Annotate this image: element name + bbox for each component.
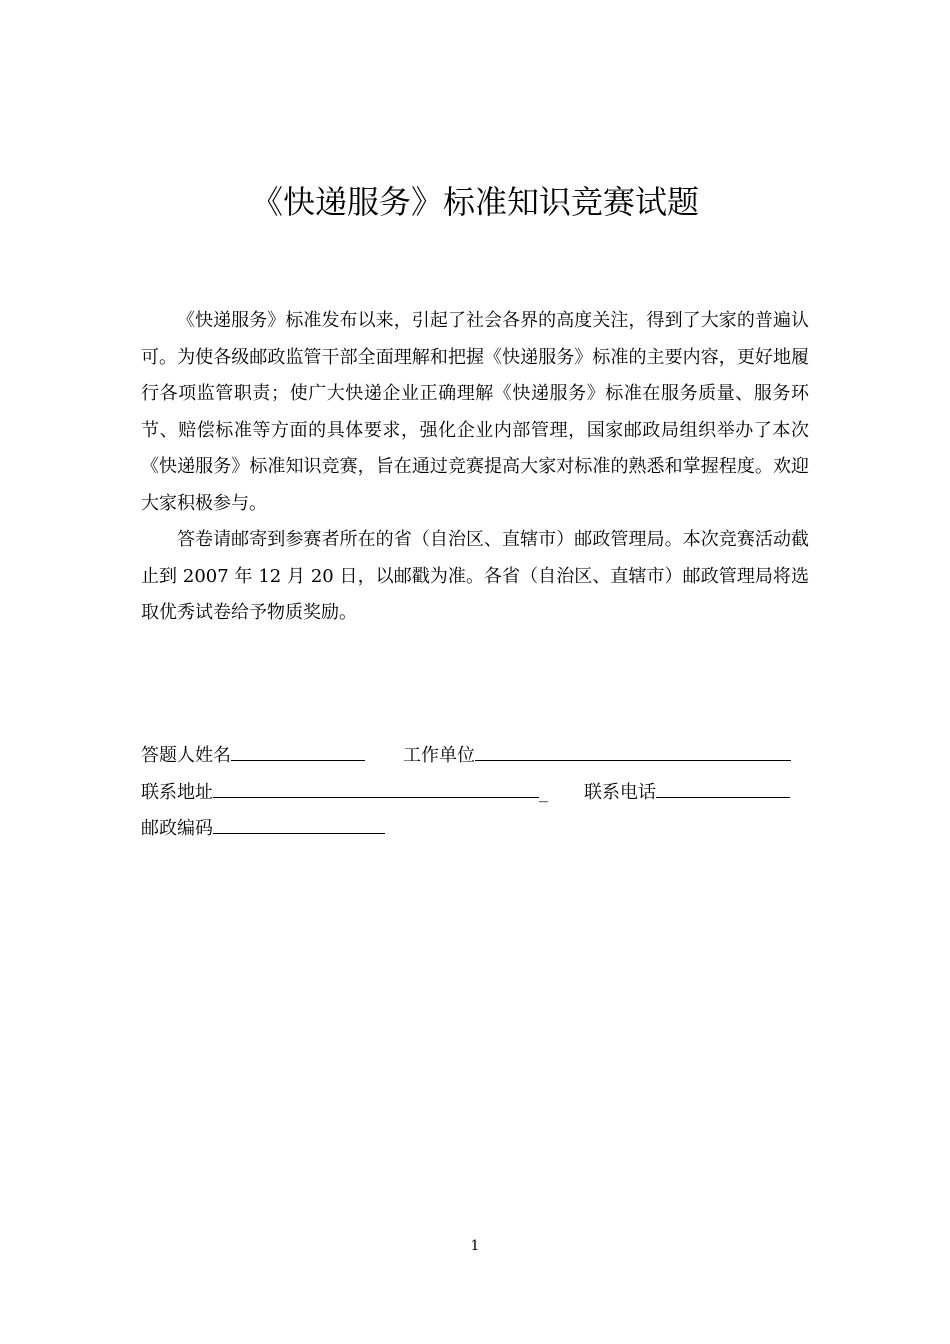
document-title: 《快递服务》标准知识竞赛试题 xyxy=(250,183,699,221)
address-label: 联系地址 xyxy=(141,781,213,803)
participant-info-form xyxy=(141,738,809,848)
phone-label: 联系电话 xyxy=(584,781,656,803)
address-trailing-underscore: _ xyxy=(539,781,548,803)
phone-blank[interactable] xyxy=(656,775,790,798)
address-blank[interactable] xyxy=(213,775,539,798)
name-label: 答题人姓名 xyxy=(141,745,231,766)
page-number: 1 xyxy=(470,1238,480,1254)
form-row-address-phone xyxy=(141,775,809,812)
document-body xyxy=(141,303,809,632)
form-row-postcode xyxy=(141,811,809,848)
postcode-blank[interactable] xyxy=(213,811,385,834)
submission-paragraph: 答卷请邮寄到参赛者所在的省（自治区、直辖市）邮政管理局。本次竞赛活动截止到 2007 年 12 月 20 日，以邮戳为准。各省（自治区、直辖市）邮政管理局将选取优秀试卷给予物质奖励。 xyxy=(141,529,809,623)
intro-paragraph: 《快递服务》标准发布以来，引起了社会各界的高度关注，得到了大家的普遍认可。为使各级邮政监管干部全面理解和把握《快递服务》标准的主要内容，更好地履行各项监管职责；使广大快递企业正确理解《快递服务》标准在服务质量、服务环节、赔偿标准等方面的具体要求，强化企业内部管理，国家邮政局组织举办了本次《快递服务》标准知识竞赛，旨在通过竞赛提高大家对标准的熟悉和掌握程度。欢迎大家积极参与。 xyxy=(141,310,809,514)
form-row-name-unit xyxy=(141,738,809,775)
name-blank[interactable] xyxy=(231,738,365,761)
work-unit-blank[interactable] xyxy=(475,738,791,761)
postcode-label: 邮政编码 xyxy=(141,818,213,839)
work-unit-label: 工作单位 xyxy=(403,745,475,766)
